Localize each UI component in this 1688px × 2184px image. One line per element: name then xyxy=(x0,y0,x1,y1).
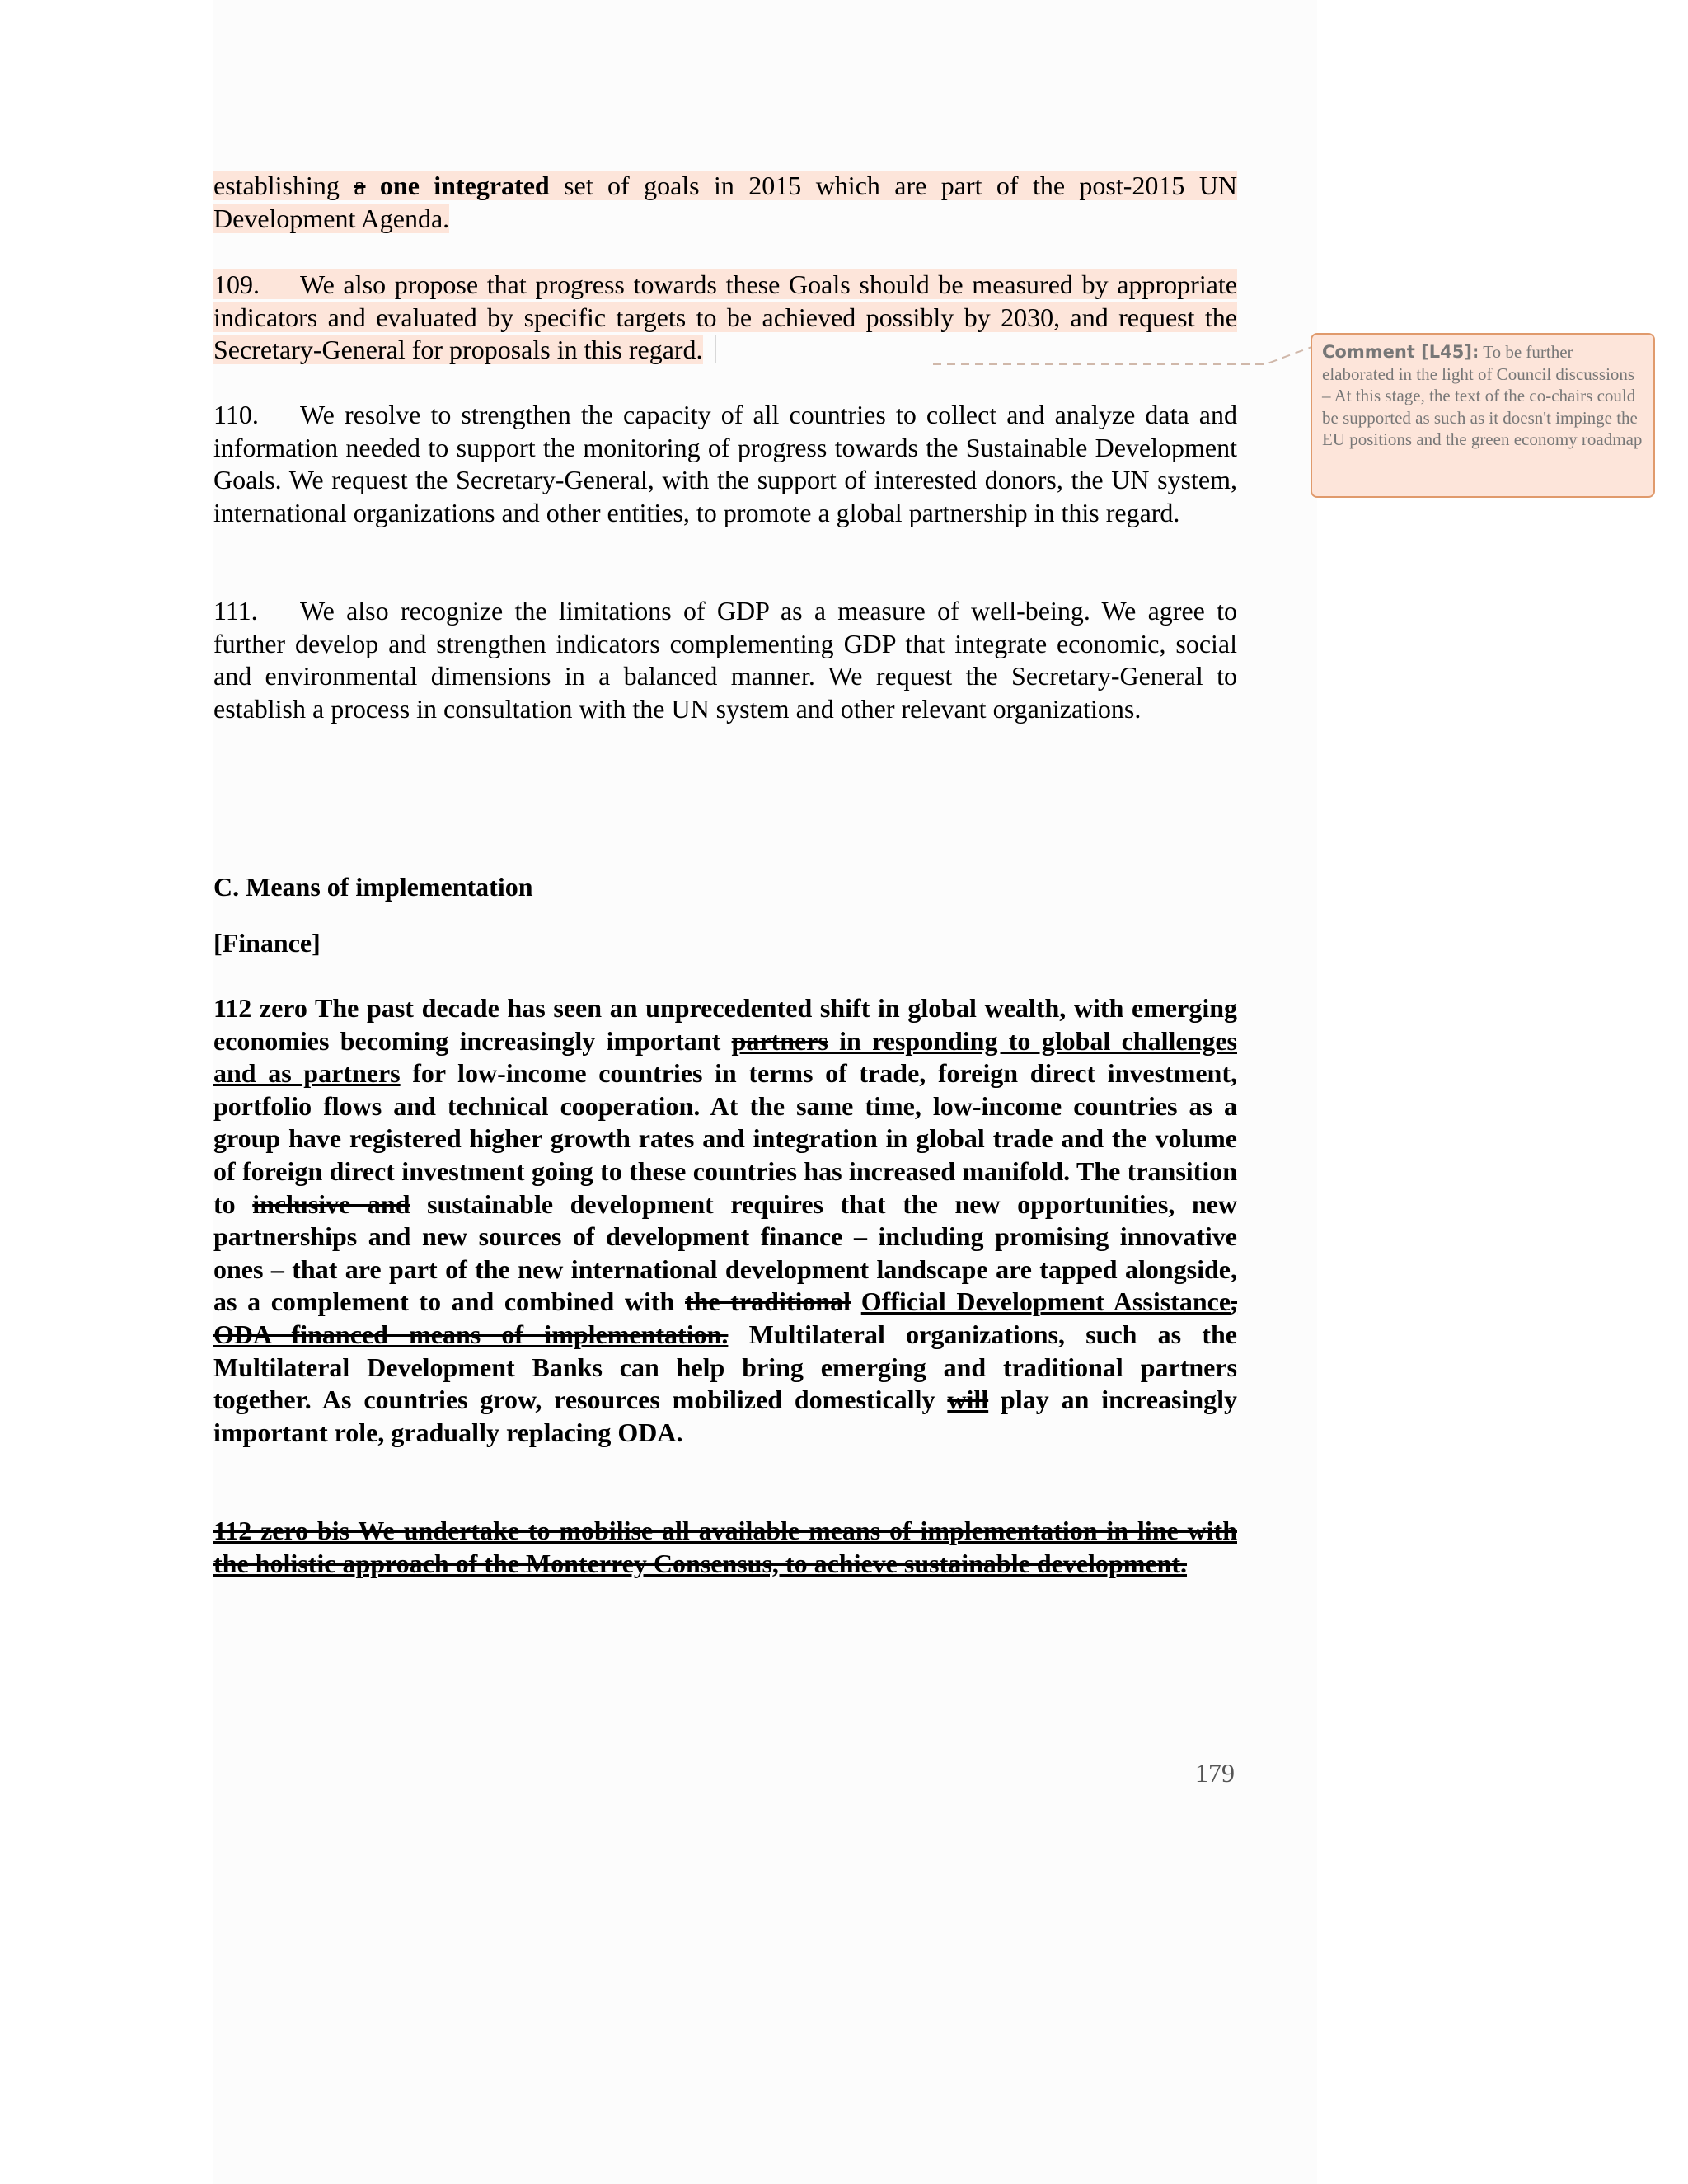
inserted-text: Official Development Assistance xyxy=(860,1286,1231,1317)
deleted-text: inclusive and xyxy=(252,1188,410,1219)
text-run: establishing xyxy=(213,171,354,200)
comment-label: Comment [L45]: xyxy=(1322,342,1479,362)
text-run: Multilateral organizations, such as the Multilateral Development Banks can help bring emerging and traditional partners together. As countries grow, resources mobilized domestically xyxy=(213,1319,1238,1415)
deleted-text: the traditional xyxy=(685,1286,851,1317)
paragraph-text: We also propose that progress towards these Goals should be measured by appropriate indicators and evaluated by specific targets to be achieved possibly by 2030, and request the Secretary-General for proposals in this regard. xyxy=(213,269,1237,365)
text-run: for low-income countries in terms of trade, foreign direct investment, portfolio flows and technical cooperation. At the same time, low-income countries as a group have registered higher growth rates and integration in global trade and the volume of foreign direct investment going to these countries has increased manifold. The transition to xyxy=(213,1058,1238,1219)
paragraph-text: We resolve to strengthen the capacity of all countries to collect and analyze data and information needed to support the monitoring of progress towards the Sustainable Development Goals. We request the Secretary-General, with the support of interested donors, the UN system, international organizations and other entities, to promote a global partnership in this regard. xyxy=(213,400,1237,527)
text-run: set of goals in 2015 which are part of the post-2015 UN Development Agenda. xyxy=(213,171,1238,233)
deleted-text: will xyxy=(947,1385,989,1415)
deleted-text: 112 zero bis We undertake to mobilise all available means of implementation in line with the holistic approach of the Monterrey Consensus, to achieve sustainable development. xyxy=(213,1516,1237,1578)
paragraph-112-zero xyxy=(213,992,1237,1449)
paragraph-text: We also recognize the limitations of GDP as a measure of well-being. We agree to further develop and strengthen indicators complementing GDP that integrate economic, social and environmental dimensions in a balanced manner. We request the Secretary-General to establish a process in consultation with the UN system and other relevant organizations. xyxy=(213,596,1237,724)
deleted-text: , ODA financed means of implementation. xyxy=(213,1286,1238,1349)
text-run: 112 zero The past decade has seen an unprecedented shift in global wealth, with emerging economies becoming increasingly important xyxy=(213,993,1237,1056)
paragraph-number: 109. xyxy=(213,269,260,299)
text-run: sustainable development requires that the new opportunities, new partnerships and new sources of development finance – including promising innovative ones – that are part of the new international development landscape are tapped alongside, as a complement to and combined with xyxy=(213,1188,1238,1317)
paragraph-number: 110. xyxy=(213,400,259,429)
section-heading: C. Means of implementation xyxy=(213,872,533,902)
paragraph-112-zero-bis xyxy=(213,1515,1237,1580)
inserted-bold-text: one integrated xyxy=(379,171,550,200)
paragraph-111 xyxy=(213,595,1237,725)
text-run xyxy=(851,1286,861,1316)
subheading-finance: [Finance] xyxy=(213,928,321,958)
page-number: 179 xyxy=(1195,1758,1235,1788)
paragraph-number: 111. xyxy=(213,596,258,626)
text-run: play an increasingly important role, gradually replacing ODA. xyxy=(213,1385,1238,1447)
paragraph-110 xyxy=(213,399,1237,529)
deleted-text: a xyxy=(354,171,366,200)
inserted-text: in responding to global challenges and as partners xyxy=(213,1025,1238,1089)
deleted-text: partners xyxy=(731,1025,828,1056)
comment-balloon[interactable] xyxy=(1311,333,1655,498)
comment-text: To be further elaborated in the light of Council discussions – At this stage, the text of the co-chairs could be supported as such as it doesn't impinge the EU positions and the green economy roadmap xyxy=(1322,342,1643,449)
